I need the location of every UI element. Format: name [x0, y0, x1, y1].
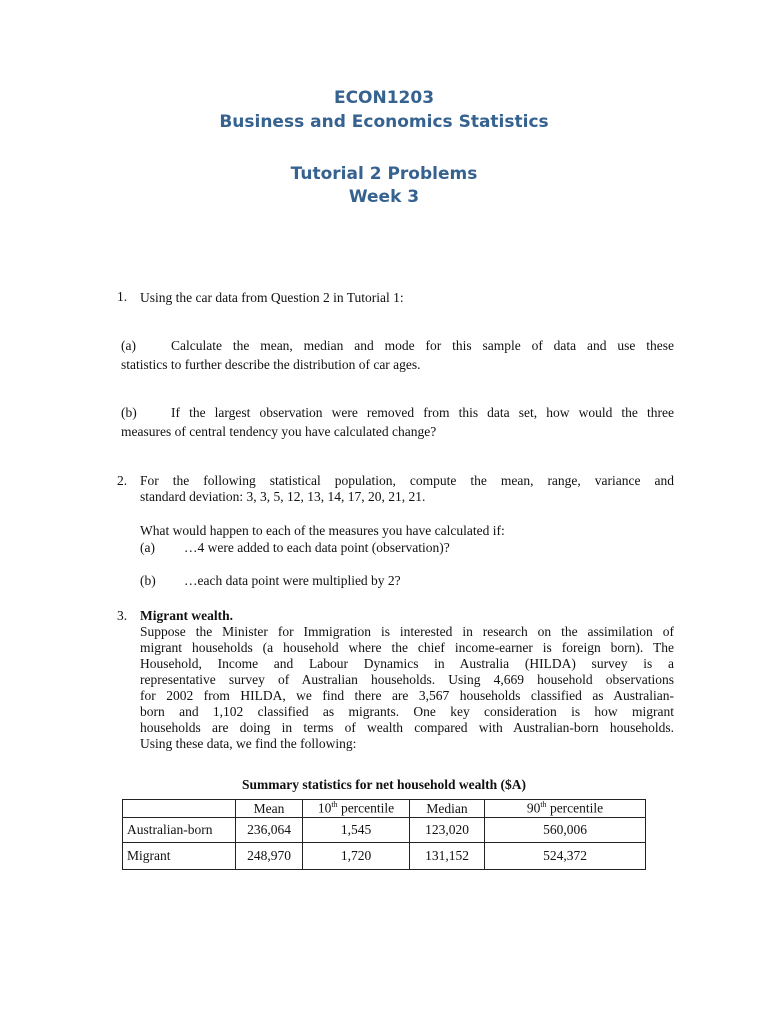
q2b-text: …each data point were multiplied by 2? — [184, 573, 401, 588]
q3-line: Household, Income and Labour Dynamics in Australia (HILDA) survey is a — [140, 656, 674, 671]
cell-p90: 524,372 — [485, 843, 646, 870]
header-p90: 90th percentile — [485, 800, 646, 818]
table-caption: Summary statistics for net household wealth ($A) — [242, 777, 526, 792]
table-row — [123, 843, 646, 870]
cell-mean: 236,064 — [236, 818, 303, 843]
q2b-label: (b) — [140, 573, 156, 588]
row-label: Australian-born — [123, 818, 236, 843]
wealth-table — [122, 799, 646, 870]
q3-line: migrant households (a household where the chief income-earner is foreign born). The — [140, 640, 674, 655]
q1a-line1: Calculate the mean, median and mode for this sample of data and use these — [171, 338, 674, 353]
q3-line: for 2002 from HILDA, we find there are 3,567 households classified as Australian- — [140, 688, 674, 703]
q3-title: Migrant wealth. — [140, 608, 233, 623]
q1a-label: (a) — [121, 338, 136, 353]
header-mean: Mean — [236, 800, 303, 818]
cell-p10: 1,720 — [303, 843, 410, 870]
q2-what: What would happen to each of the measures you have calculated if: — [140, 523, 505, 538]
week-label: Week 3 — [348, 187, 420, 207]
tutorial-title: Tutorial 2 Problems — [290, 164, 478, 184]
q2a-text: …4 were added to each data point (observation)? — [184, 540, 450, 555]
q1-number: 1. — [117, 289, 128, 304]
header-cell-empty — [123, 800, 236, 818]
q1b-label: (b) — [121, 405, 137, 420]
q3-line: households are doing in terms of wealth compared with Australian-born households. — [140, 720, 674, 735]
header-median: Median — [410, 800, 485, 818]
table-row — [123, 818, 646, 843]
q2a-label: (a) — [140, 540, 155, 555]
course-code: ECON1203 — [333, 88, 435, 108]
q2-line2: standard deviation: 3, 3, 5, 12, 13, 14, 17, 20, 21, 21. — [140, 489, 426, 504]
table-header-row — [123, 800, 646, 818]
q3-line: Using these data, we find the following: — [140, 736, 357, 751]
q3-line: born and 1,102 classified as migrants. One key consideration is how migrant — [140, 704, 674, 719]
cell-mean: 248,970 — [236, 843, 303, 870]
q1b-line1: If the largest observation were removed from this data set, how would the three — [171, 405, 674, 420]
cell-p90: 560,006 — [485, 818, 646, 843]
row-label: Migrant — [123, 843, 236, 870]
header-p10: 10th percentile — [303, 800, 410, 818]
cell-p10: 1,545 — [303, 818, 410, 843]
q1a-line2: statistics to further describe the distribution of car ages. — [121, 357, 421, 372]
q3-line: Suppose the Minister for Immigration is interested in research on the assimilation of — [140, 624, 674, 639]
course-title: Business and Economics Statistics — [219, 112, 549, 132]
q3-number: 3. — [117, 608, 128, 623]
q3-line: representative survey of Australian households. Using 4,669 household observations — [140, 672, 674, 687]
q2-line1: For the following statistical population, compute the mean, range, variance and — [140, 473, 674, 488]
q1b-line2: measures of central tendency you have calculated change? — [121, 424, 437, 439]
cell-median: 131,152 — [410, 843, 485, 870]
q1-text: Using the car data from Question 2 in Tutorial 1: — [140, 290, 404, 305]
cell-median: 123,020 — [410, 818, 485, 843]
q2-number: 2. — [117, 473, 128, 488]
